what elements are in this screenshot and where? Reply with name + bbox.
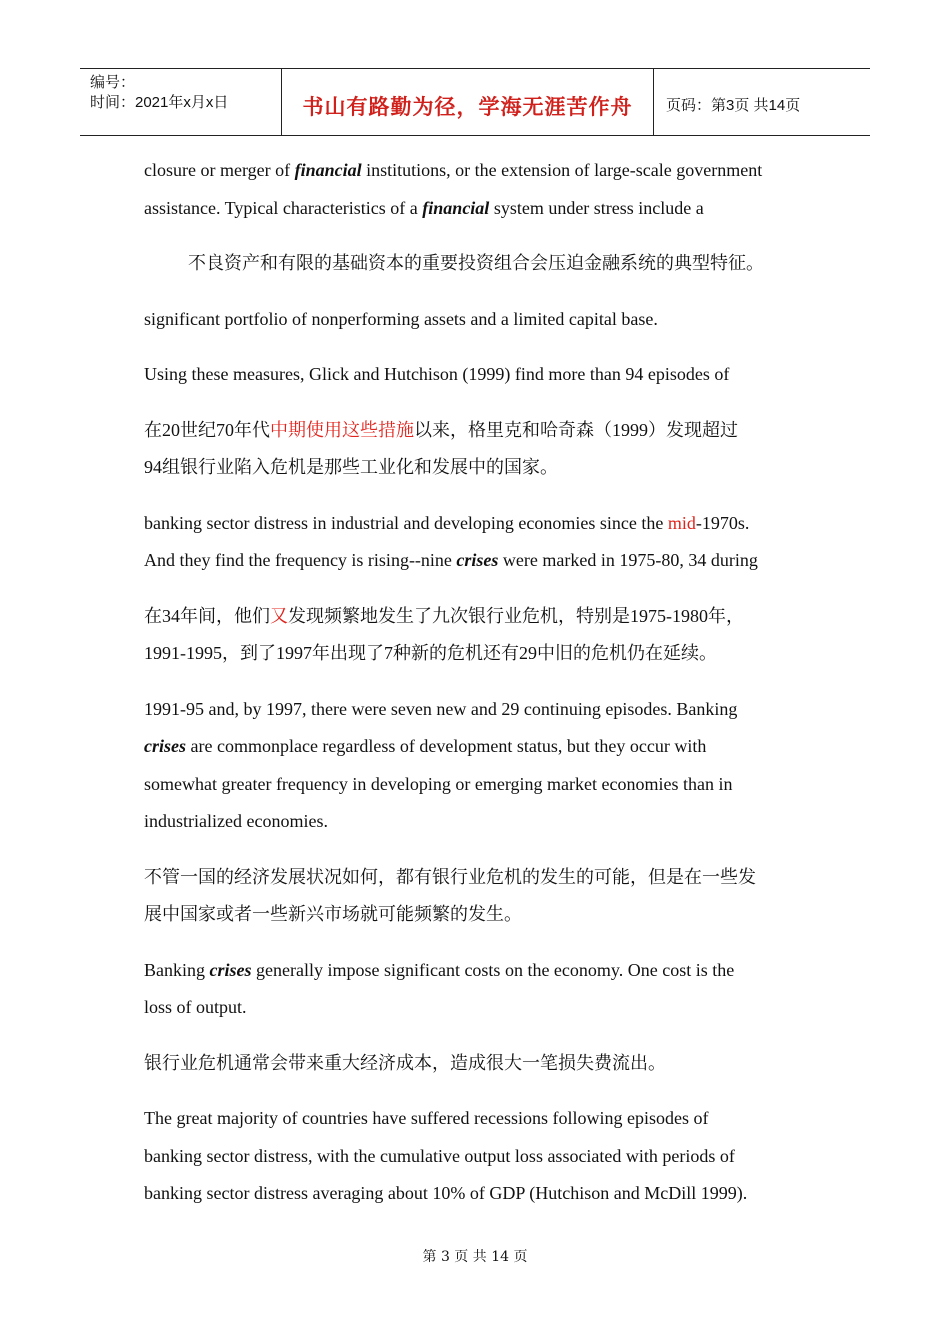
text-run: generally impose significant costs on the economy. One cost is the [251, 959, 735, 980]
text-run: And they find the frequency is rising--nine [144, 550, 457, 570]
text-line [144, 364, 729, 384]
header-motto-cell [281, 69, 654, 135]
text-run: 以来，格里克和哈奇森（1999）发现超过 [414, 419, 738, 440]
text-run: significant portfolio of nonperforming assets and a limited capital base. [144, 308, 658, 329]
text-run: 发现频繁地发生了九次银行业危机，特别是1975-1980年， [288, 605, 744, 626]
text-line [144, 1183, 747, 1203]
paragraph [144, 859, 809, 934]
text-line [144, 699, 737, 719]
text-line [144, 867, 756, 887]
text-run: 不管一国的经济发展状况如何，都有银行业危机的发生的可能，但是在一些发 [144, 866, 756, 887]
text-run: institutions, or the extension of large-scale government [361, 160, 763, 180]
text-run: are commonplace regardless of development status, but they occur with [186, 736, 707, 756]
highlighted-text: 中期使用这些措施 [270, 419, 414, 440]
text-line [144, 513, 749, 533]
text-run: assistance. Typical characteristics of a [144, 197, 423, 218]
text-line [144, 160, 762, 180]
text-line [144, 198, 704, 218]
document-body [144, 152, 809, 1231]
header-info-cell [80, 69, 281, 135]
text-run: Using these measures, Glick and Hutchison (1999) find more than 94 episodes of [144, 364, 730, 384]
text-run: 在34年间，他们 [144, 605, 270, 626]
text-line [188, 253, 764, 273]
text-run: somewhat greater frequency in developing or emerging market economies than in [144, 773, 733, 794]
text-run: closure or merger of [144, 160, 295, 180]
document-date: 时间：2021年x月x日 [90, 94, 229, 111]
text-line [144, 550, 758, 570]
paragraph [144, 412, 809, 487]
emphasized-term: crises [144, 736, 186, 756]
paragraph [144, 356, 809, 394]
text-run: -1970s. [695, 512, 750, 533]
document-number-label: 编号： [90, 74, 136, 91]
text-line [144, 904, 522, 924]
highlighted-text: 又 [270, 605, 288, 626]
paragraph [144, 152, 809, 227]
text-line [144, 1053, 666, 1073]
text-line [144, 643, 717, 663]
text-line [144, 1146, 735, 1166]
text-line [144, 811, 328, 831]
highlighted-text: mid [667, 512, 696, 533]
text-run: 94组银行业陷入危机是那些工业化和发展中的国家。 [144, 457, 558, 477]
text-run: banking sector distress, with the cumulative output loss associated with periods of [144, 1145, 735, 1166]
paragraph [144, 301, 809, 339]
document-header [80, 68, 870, 136]
text-run: Banking [144, 959, 210, 980]
header-page-code: 页码：第3页 共14页 [666, 97, 801, 114]
text-line [144, 774, 732, 794]
text-line [144, 997, 247, 1017]
emphasized-term: financial [422, 197, 490, 218]
text-run: system under stress include a [489, 197, 704, 218]
text-run: industrialized economies. [144, 811, 328, 831]
text-line [144, 457, 558, 477]
text-line [144, 420, 738, 440]
text-run: banking sector distress in industrial and developing economies since the [144, 512, 668, 533]
emphasized-term: financial [294, 160, 362, 180]
paragraph [144, 598, 809, 673]
header-motto: 书山有路勤为径，学海无涯苦作舟 [302, 95, 633, 119]
text-run: 银行业危机通常会带来重大经济成本，造成很大一笔损失费流出。 [144, 1052, 666, 1073]
paragraph [144, 952, 809, 1027]
text-run: 展中国家或者一些新兴市场就可能频繁的发生。 [144, 904, 522, 924]
text-line [144, 960, 734, 980]
text-run: loss of output. [144, 997, 247, 1017]
emphasized-term: crises [209, 959, 252, 980]
text-run: The great majority of countries have suffered recessions following episodes of [144, 1108, 709, 1128]
header-page-cell [654, 69, 870, 135]
text-line [144, 309, 658, 329]
paragraph [144, 691, 809, 841]
text-run: 1991-95 and, by 1997, there were seven new and 29 continuing episodes. Banking [144, 698, 738, 719]
paragraph [144, 1045, 809, 1083]
paragraph [144, 505, 809, 580]
page-footer: 第 3 页 共 14 页 [422, 1249, 528, 1265]
text-run: banking sector distress averaging about 10% of GDP (Hutchison and McDill 1999). [144, 1183, 748, 1203]
text-line [144, 606, 744, 626]
text-run: 在20世纪70年代 [144, 419, 270, 440]
text-run: 1991-1995，到了1997年出现了7种新的危机还有29中旧的危机仍在延续。 [144, 643, 717, 663]
paragraph [144, 1100, 809, 1213]
text-run: 不良资产和有限的基础资本的重要投资组合会压迫金融系统的典型特征。 [188, 253, 764, 273]
text-line [144, 1108, 709, 1128]
text-run: were marked in 1975-80, 34 during [498, 550, 758, 570]
paragraph [144, 245, 809, 283]
text-line [144, 736, 706, 756]
emphasized-term: crises [456, 550, 499, 570]
